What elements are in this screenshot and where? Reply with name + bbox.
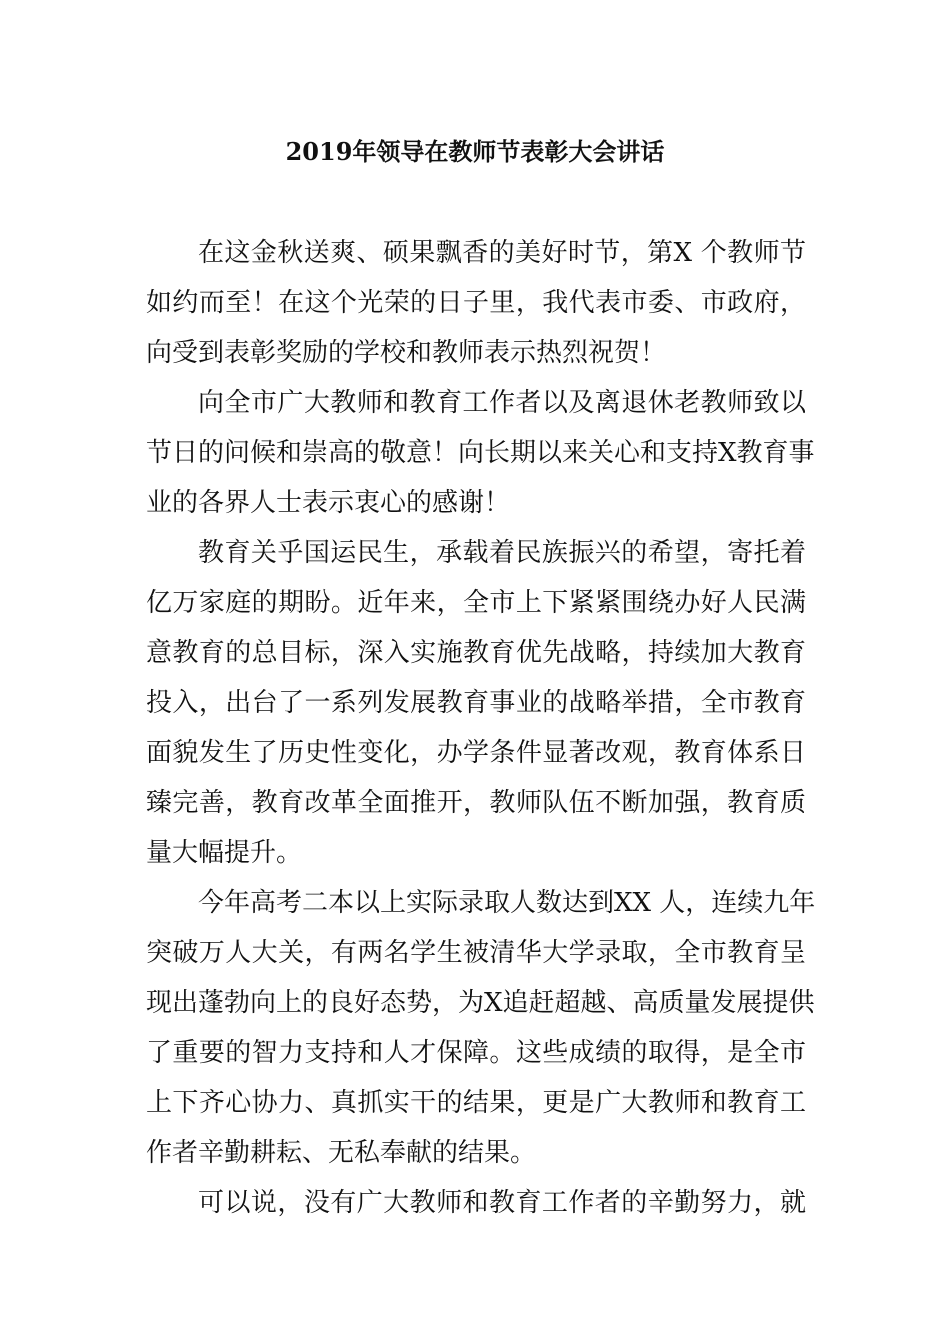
- text-line: 作者辛勤耕耘、无私奉献的结果。: [146, 1138, 537, 1168]
- text-line: 节日的问候和崇高的敬意！向长期以来关心和支持X教育事: [146, 438, 815, 468]
- text-line: 今年高考二本以上实际录取人数达到XX 人，连续九年: [198, 888, 816, 918]
- text-line: 突破万人大关，有两名学生被清华大学录取，全市教育呈: [146, 938, 806, 968]
- text-line: 上下齐心协力、真抓实干的结果，更是广大教师和教育工: [146, 1088, 806, 1118]
- text-line: 臻完善，教育改革全面推开，教师队伍不断加强，教育质: [146, 788, 806, 818]
- text-line: 现出蓬勃向上的良好态势，为X追赶超越、高质量发展提供: [146, 988, 815, 1018]
- text-line: 量大幅提升。: [146, 838, 303, 868]
- text-line: 投入，出台了一系列发展教育事业的战略举措，全市教育: [146, 688, 806, 718]
- document-body: [146, 228, 816, 1228]
- text-line: 向受到表彰奖励的学校和教师表示热烈祝贺！: [146, 338, 667, 368]
- text-line: 可以说，没有广大教师和教育工作者的辛勤努力，就: [198, 1188, 806, 1218]
- text-line: 意教育的总目标，深入实施教育优先战略，持续加大教育: [146, 638, 806, 668]
- text-line: 了重要的智力支持和人才保障。这些成绩的取得，是全市: [146, 1038, 806, 1068]
- text-line: 教育关乎国运民生，承载着民族振兴的希望，寄托着: [198, 538, 806, 568]
- document-title: 2019年领导在教师节表彰大会讲话: [285, 137, 665, 166]
- text-line: 亿万家庭的期盼。近年来，全市上下紧紧围绕办好人民满: [146, 588, 806, 618]
- text-line: 向全市广大教师和教育工作者以及离退休老教师致以: [198, 388, 806, 418]
- text-line: 面貌发生了历史性变化，办学条件显著改观，教育体系日: [146, 738, 806, 768]
- text-line: 如约而至！在这个光荣的日子里，我代表市委、市政府，: [146, 288, 806, 318]
- text-line: 在这金秋送爽、硕果飘香的美好时节，第X 个教师节: [198, 238, 806, 268]
- text-line: 业的各界人士表示衷心的感谢！: [146, 488, 511, 518]
